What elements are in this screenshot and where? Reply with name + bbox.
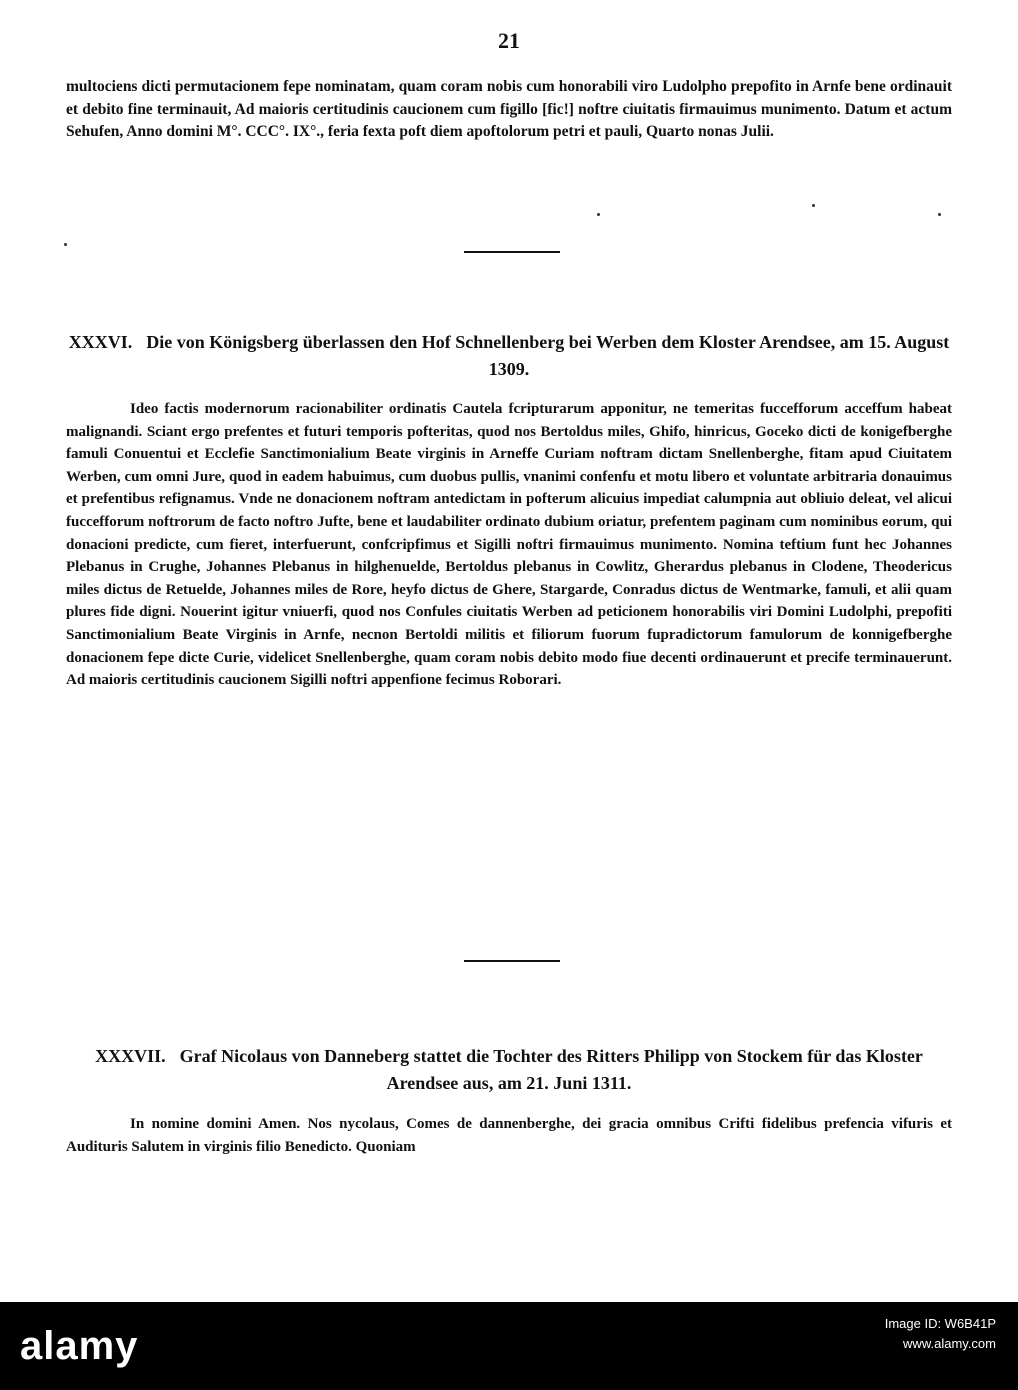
document-body-xxxvii: In nomine domini Amen. Nos nycolaus, Comes de dannenberghe, dei gracia omnibus Crifti fidelibus prefencia vifuris et Audituris Salutem in virginis filio Benedicto. Quoniam: [66, 1116, 952, 1155]
continuation-paragraph: multociens dicti permutacionem fepe nominatam, quam coram nobis cum honorabili viro Ludolpho prepofito in Arnfe bene ordinauit et debito fine terminauit, Ad maioris certitudinis caucionem cum figillo [fic!] noftre ciuitatis firmauimus munimento. Datum et actum Sehufen, Anno domini M°. CCC°. IX°., feria fexta poft diem apoftolorum petri et pauli, Quarto nonas Julii.: [66, 78, 952, 140]
document-body-xxxvi: Ideo factis modernorum racionabiliter ordinatis Cautela fcripturarum apponitur, ne temeritas fuccefforum acceffum habeat malignandi. Sciant ergo prefentes et futuri temporis pofteritas, quod nos Bertoldus miles, Ghifo, hinricus, Goceko dicti de konigefberghe famuli Conuentui et Ecclefie Sanctimonialium Beate virginis in Arneffe Curiam noftram dictam Snellenberghe, fitam apud Ciuitatem Werben, cum omni Jure, quod in eadem habuimus, cum duobus pullis, vnanimi confenfu et motu libero et voluntate arbitraria donauimus et prefentibus refignamus. Vnde ne donacionem noftram antedictam in pofterum alicuius impediat calumpnia aut obliuio deleat, vel alicui fuccefforum noftrorum de facto noftro Jufte, bene et laudabiliter ordinato dubium oriatur, prefentem paginam cum nominibus eorum, qui donacioni predicte, cum fieret, interfuerunt, confcripfimus et Sigilli noftri firmauimus munimento. Nomina teftium funt hec Johannes Plebanus in Crughe, Johannes Plebanus in hilghenuelde, Bertoldus plebanus in Cowlitz, Gherardus plebanus in Clodene, Theodericus miles dictus de Retuelde, Johannes miles de Rore, heyfo dictus de Ghere, Stargarde, Conradus dictus de Wentmarke, famuli, et alii quam plures fide digni. Nouerint igitur vniuerfi, quod nos Confules ciuitatis Werben ad peticionem honorabilis viri Domini Ludolphi, prepofiti Sanctimonialium Beate Virginis in Arnfe, necnon Bertoldi militis et filiorum fuorum fupradictorum famulorum de konnigefberghe donacionem fepe dicte Curie, videlicet Snellenberghe, quam coram nobis debito modo fiue decenti ordinauerunt et precife terminauerunt. Ad maioris certitudinis caucionem Sigilli noftri appenfione fecimus Roborari.: [66, 401, 952, 689]
print-speck: [812, 204, 815, 207]
document-title: Graf Nicolaus von Danneberg stattet die Tochter des Ritters Philipp von Stockem für das Kloster Arendsee aus, am 21. Juni 1311.: [179, 1046, 923, 1093]
watermark-footer: [0, 1302, 1018, 1390]
print-speck: [64, 243, 67, 246]
document-heading-xxxvi: [66, 329, 952, 383]
image-id: Image ID: W6B41P: [884, 1316, 996, 1331]
document-number: XXXVII.: [95, 1046, 166, 1066]
print-speck: [597, 213, 600, 216]
site-url: www.alamy.com: [903, 1336, 996, 1351]
document-number: XXXVI.: [68, 332, 133, 352]
section-divider: [464, 960, 560, 962]
brand-logo: alamy: [20, 1324, 139, 1368]
page-number: 21: [498, 28, 520, 53]
section-divider: [464, 251, 560, 253]
document-title: Die von Königsberg überlassen den Hof Schnellenberg bei Werben dem Kloster Arendsee, am 15. August 1309.: [146, 332, 950, 379]
image-id-block: [885, 1314, 996, 1354]
document-heading-xxxvii: [66, 1043, 952, 1097]
print-speck: [938, 213, 941, 216]
